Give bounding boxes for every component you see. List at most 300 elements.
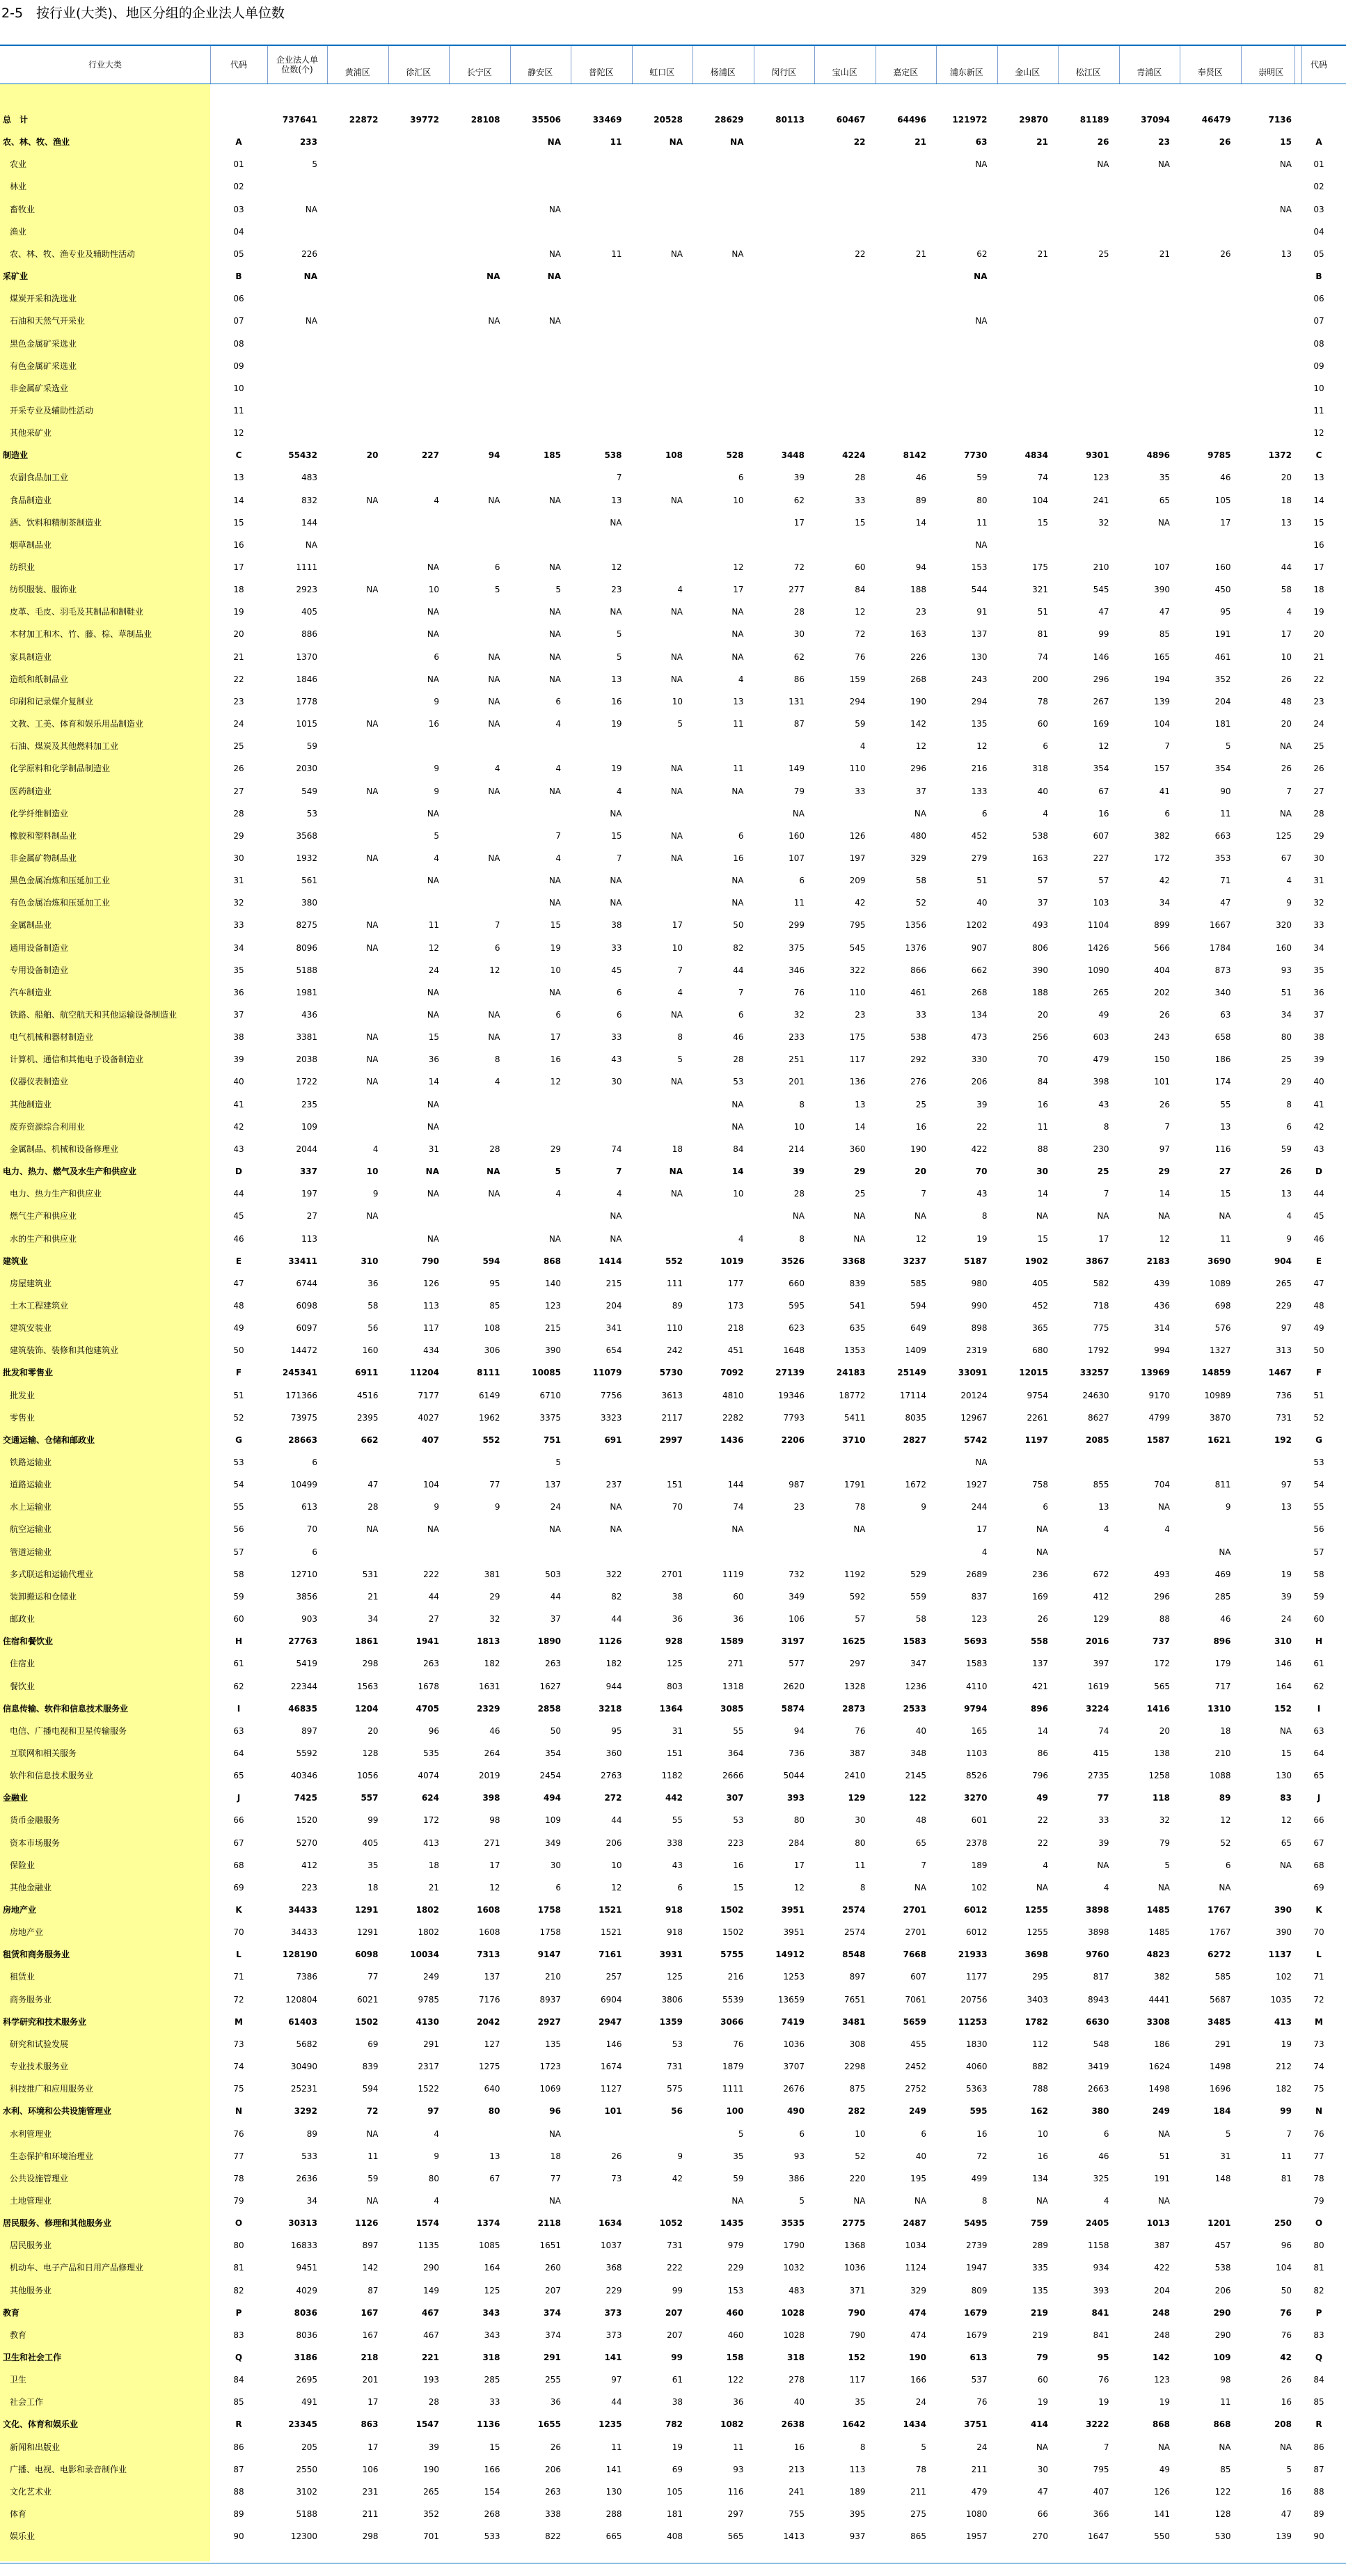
district-value: 1435: [720, 2218, 744, 2229]
industry-code-right: 55: [1313, 1502, 1324, 1512]
district-value: 47: [1220, 898, 1231, 908]
district-value: NA: [427, 1524, 439, 1535]
district-value: 121972: [952, 115, 988, 125]
district-value: 67: [1098, 786, 1109, 796]
total-value: 1015: [296, 719, 317, 729]
district-value: 2395: [356, 1412, 379, 1423]
district-value: 103: [1093, 898, 1109, 908]
industry-name: 水上运输业: [10, 1502, 52, 1512]
district-value: 12: [793, 1882, 805, 1893]
industry-code-right: 20: [1313, 629, 1324, 640]
district-value: 43: [672, 1860, 683, 1870]
district-value: 87: [367, 2285, 379, 2296]
district-value: 7793: [783, 1412, 805, 1423]
district-value: 101: [604, 2106, 622, 2117]
industry-name: 娱乐业: [10, 2531, 35, 2542]
district-value: 19: [1281, 1569, 1292, 1579]
district-value: [449, 1093, 500, 1116]
district-value: [571, 377, 622, 400]
district-value: 654: [605, 1345, 622, 1356]
district-value: 1124: [905, 2263, 926, 2273]
district-value: 69: [672, 2464, 683, 2474]
district-value: 260: [545, 2263, 561, 2273]
industry-code-right: 85: [1313, 2397, 1324, 2408]
industry-code-right: 57: [1313, 1547, 1324, 1557]
district-value: 15: [1281, 1748, 1292, 1758]
district-value: [754, 1518, 805, 1540]
district-value: 49: [1098, 1010, 1109, 1020]
district-value: 4441: [1148, 1994, 1170, 2005]
district-value: 18: [367, 1882, 379, 1893]
district-value: NA: [548, 1233, 561, 1244]
district-value: 9: [434, 764, 439, 774]
industry-code: 50: [233, 1345, 244, 1356]
district-value: 129: [848, 1793, 866, 1803]
district-value: 809: [971, 2285, 988, 2296]
district-value: 185: [543, 450, 561, 461]
district-value: 899: [1154, 920, 1170, 931]
district-value: 36: [550, 2397, 561, 2408]
district-value: 192: [1274, 1435, 1292, 1445]
header-column-divider: [1241, 46, 1242, 84]
district-value: 277: [789, 585, 805, 595]
district-value: 3066: [720, 2016, 744, 2027]
district-value: 335: [1032, 2263, 1048, 2273]
district-value: NA: [366, 2195, 379, 2206]
district-value: NA: [427, 987, 439, 997]
industry-name: 其他服务业: [10, 2285, 52, 2296]
district-value: 691: [604, 1435, 622, 1445]
district-value: 1089: [1209, 1278, 1231, 1288]
district-value: 23: [915, 607, 926, 617]
industry-code-right: 65: [1313, 1771, 1324, 1781]
district-value: [632, 1228, 683, 1250]
district-value: 23: [793, 1502, 805, 1512]
district-value: 1802: [418, 1927, 439, 1938]
district-value: 4: [860, 741, 866, 752]
total-value: 2038: [296, 1054, 317, 1065]
district-value: [1241, 1451, 1292, 1473]
district-value: [388, 333, 440, 355]
district-value: [1241, 287, 1292, 310]
district-value: 594: [482, 1256, 500, 1266]
total-value: 233: [299, 137, 317, 148]
district-value: 17: [733, 585, 744, 595]
district-value: 12: [611, 1882, 622, 1893]
industry-code-right: J: [1317, 1793, 1321, 1803]
industry-code: A: [235, 137, 242, 148]
district-value: 12: [611, 562, 622, 572]
district-value: 1467: [1268, 1368, 1292, 1378]
district-value: 7092: [720, 1368, 744, 1378]
district-value: 16: [976, 2128, 988, 2139]
district-value: [814, 175, 866, 198]
district-value: [876, 198, 927, 221]
industry-name: 食品制造业: [10, 495, 52, 505]
industry-code-right: 26: [1313, 764, 1324, 774]
industry-code-right: 34: [1313, 942, 1324, 953]
district-value: 13: [1281, 248, 1292, 259]
district-value: 138: [1154, 1748, 1170, 1758]
district-value: 592: [849, 1591, 866, 1602]
district-value: 8: [677, 1032, 683, 1043]
district-value: [571, 153, 622, 175]
table-row: [0, 2391, 1346, 2413]
district-value: 2997: [659, 1435, 683, 1445]
industry-name: 建筑安装业: [10, 1323, 52, 1334]
district-value: [997, 422, 1049, 444]
industry-code: 42: [233, 1121, 244, 1132]
district-value: 26: [1280, 1167, 1292, 1177]
district-value: 23: [611, 585, 622, 595]
district-value: 94: [488, 450, 500, 461]
industry-code-right: 04: [1313, 226, 1324, 237]
district-value: 12967: [960, 1412, 988, 1423]
district-value: 139: [1276, 2531, 1292, 2542]
district-value: 2329: [477, 1703, 500, 1714]
district-value: 76: [793, 987, 805, 997]
district-value: [327, 153, 379, 175]
table-row: [0, 869, 1346, 892]
district-value: [754, 131, 805, 153]
district-value: 104: [1032, 495, 1048, 505]
district-value: 10: [733, 1189, 744, 1199]
district-value: [510, 735, 562, 757]
district-value: 325: [1093, 2173, 1109, 2183]
industry-name: 印刷和记录媒介复制业: [10, 696, 94, 706]
total-value: 171366: [285, 1390, 317, 1400]
table-row: [0, 2369, 1346, 2391]
total-value: 3186: [294, 2353, 317, 2362]
total-value: 197: [301, 1189, 317, 1199]
table-row: [0, 892, 1346, 914]
district-value: NA: [548, 1524, 561, 1535]
industry-code-right: R: [1315, 2419, 1322, 2430]
header-code: 代码: [230, 60, 247, 70]
district-value: [388, 198, 440, 221]
district-value: 294: [971, 696, 988, 706]
district-value: 701: [423, 2531, 439, 2542]
total-value: [267, 400, 317, 422]
district-value: 7: [921, 1189, 926, 1199]
table-row: [0, 601, 1346, 623]
district-value: 263: [545, 1659, 561, 1669]
table-row: [0, 2324, 1346, 2346]
district-value: 28: [733, 1054, 744, 1065]
district-value: 868: [1152, 2419, 1170, 2430]
total-value: 55432: [288, 450, 317, 461]
district-value: 1255: [1027, 1927, 1048, 1938]
page-title: 2-5 按行业(大类)、地区分组的企业法人单位数: [1, 6, 285, 21]
district-value: 11: [611, 2442, 622, 2452]
district-value: 82: [733, 942, 744, 953]
district-value: [754, 400, 805, 422]
district-value: 99: [1098, 629, 1109, 640]
table-row: [0, 1854, 1346, 1876]
district-value: 2454: [539, 1771, 561, 1781]
district-value: 7: [616, 473, 622, 483]
district-value: [327, 690, 379, 713]
district-value: 22: [855, 248, 866, 259]
district-value: 24: [550, 1502, 561, 1512]
district-value: 86: [1037, 1748, 1048, 1758]
district-value: NA: [1036, 2442, 1048, 2452]
district-value: 113: [423, 1300, 439, 1311]
district-value: NA: [427, 1121, 439, 1132]
district-value: [692, 198, 744, 221]
district-value: 1356: [905, 920, 926, 931]
district-value: [388, 1205, 440, 1227]
district-value: 29870: [1019, 115, 1048, 125]
district-value: 9754: [1027, 1390, 1048, 1400]
district-value: 318: [1032, 764, 1048, 774]
district-value: 20: [1281, 719, 1292, 729]
district-value: 796: [1032, 1771, 1048, 1781]
district-value: 70: [975, 1167, 988, 1177]
district-value: NA: [670, 1189, 683, 1199]
district-value: 172: [423, 1815, 439, 1826]
district-value: 1111: [722, 2084, 744, 2094]
table-row: [0, 1407, 1346, 1429]
district-value: 216: [727, 1972, 744, 1982]
industry-name: 管道运输业: [10, 1547, 52, 1557]
district-value: NA: [366, 853, 379, 863]
district-value: 352: [423, 2509, 439, 2520]
district-value: 40: [976, 898, 988, 908]
district-value: 13: [855, 1099, 866, 1109]
district-value: 60: [1037, 719, 1048, 729]
district-value: 415: [1093, 1748, 1109, 1758]
district-value: [327, 400, 379, 422]
district-value: 63: [1220, 1010, 1231, 1020]
district-value: 248: [1154, 2330, 1170, 2340]
district-value: [754, 175, 805, 198]
district-value: 380: [1091, 2106, 1109, 2117]
district-value: 285: [1214, 1591, 1231, 1602]
district-value: 16: [428, 719, 439, 729]
district-value: NA: [548, 562, 561, 572]
district-value: [449, 1116, 500, 1138]
industry-name: 机动车、电子产品和日用产品修理业: [10, 2263, 144, 2273]
header-district: 普陀区: [588, 68, 614, 77]
district-value: 4: [555, 764, 561, 774]
district-value: 21: [915, 137, 926, 148]
district-value: 26: [1281, 674, 1292, 684]
district-value: 76: [976, 2397, 988, 2408]
district-value: 4: [1103, 1524, 1109, 1535]
industry-code: 76: [233, 2128, 244, 2139]
industry-name: 文化、体育和娱乐业: [3, 2419, 79, 2430]
district-value: 263: [545, 2486, 561, 2497]
total-value: 1370: [296, 651, 317, 662]
district-value: 37094: [1141, 115, 1170, 125]
district-value: 2117: [661, 1412, 683, 1423]
district-value: NA: [488, 719, 500, 729]
district-value: 33091: [958, 1368, 988, 1378]
district-value: [449, 198, 500, 221]
district-value: 1608: [478, 1927, 500, 1938]
district-value: 47: [1098, 607, 1109, 617]
district-value: 177: [727, 1278, 744, 1288]
district-value: [327, 981, 379, 1004]
district-value: 9: [677, 2151, 683, 2161]
total-value: 73975: [290, 1412, 317, 1423]
district-value: 467: [421, 2307, 439, 2318]
district-value: NA: [548, 876, 561, 886]
district-value: 382: [1154, 830, 1170, 841]
district-value: 18: [1220, 1725, 1231, 1736]
district-value: NA: [548, 674, 561, 684]
district-value: 755: [789, 2509, 805, 2520]
district-value: 585: [910, 1278, 926, 1288]
total-value: 3381: [296, 1032, 317, 1043]
district-value: 214: [789, 1144, 805, 1154]
industry-name: 煤炭开采和洗选业: [10, 294, 77, 304]
district-value: 1426: [1087, 942, 1109, 953]
district-value: NA: [853, 1524, 866, 1535]
industry-code: 12: [233, 428, 244, 438]
district-value: 85: [489, 1300, 500, 1311]
district-value: [571, 1541, 622, 1563]
district-value: 736: [789, 1748, 805, 1758]
district-value: 318: [786, 2353, 805, 2362]
industry-name: 资本市场服务: [10, 1838, 61, 1848]
district-value: 649: [910, 1323, 926, 1334]
district-value: [327, 310, 379, 332]
industry-code: 87: [233, 2464, 244, 2474]
table-row: [0, 1563, 1346, 1586]
district-value: 250: [1274, 2218, 1292, 2229]
district-value: 5: [1225, 2128, 1231, 2139]
total-value: 2695: [296, 2375, 317, 2385]
district-value: 595: [789, 1300, 805, 1311]
district-value: 297: [849, 1659, 866, 1669]
table-row: [0, 2190, 1346, 2212]
district-value: [449, 1541, 500, 1563]
district-value: 153: [971, 562, 988, 572]
district-value: 1813: [477, 1636, 500, 1647]
district-value: [754, 310, 805, 332]
district-value: 364: [727, 1748, 744, 1758]
district-value: 9: [372, 1189, 379, 1199]
district-value: 52: [915, 898, 926, 908]
district-value: 565: [727, 2531, 744, 2542]
district-value: 111: [667, 1278, 683, 1288]
industry-name: 建筑业: [3, 1256, 29, 1266]
district-value: 200: [1032, 674, 1048, 684]
district-value: 10: [1037, 2128, 1048, 2139]
district-value: [388, 377, 440, 400]
district-value: NA: [366, 786, 379, 796]
district-value: NA: [669, 137, 683, 148]
district-value: 32: [489, 1614, 500, 1625]
district-value: 1275: [478, 2062, 500, 2072]
district-value: 4: [616, 786, 622, 796]
industry-code: 79: [233, 2195, 244, 2206]
district-value: 10: [793, 1121, 805, 1132]
table-row: [0, 1004, 1346, 1026]
district-value: 855: [1093, 1480, 1109, 1490]
district-value: [814, 1541, 866, 1563]
district-value: 8: [860, 1882, 866, 1893]
total-value: [267, 175, 317, 198]
district-value: 6149: [478, 1390, 500, 1400]
table-row: [0, 556, 1346, 578]
industry-code: 14: [233, 495, 244, 505]
industry-name: 造纸和纸制品业: [10, 674, 69, 684]
district-value: 8: [860, 2442, 866, 2452]
district-value: [876, 287, 927, 310]
industry-code-right: 87: [1313, 2464, 1324, 2474]
total-value: 5682: [296, 2039, 317, 2049]
table-row: [0, 109, 1346, 131]
district-value: 83: [1280, 1793, 1292, 1803]
district-value: 7177: [418, 1390, 439, 1400]
district-value: [754, 422, 805, 444]
industry-code: I: [237, 1703, 241, 1714]
district-value: 80: [976, 495, 988, 505]
district-value: 6: [677, 1882, 683, 1893]
district-value: 19: [672, 2442, 683, 2452]
district-value: 9170: [1148, 1390, 1170, 1400]
district-value: 841: [1093, 2330, 1109, 2340]
district-value: [327, 646, 379, 668]
industry-code-right: 10: [1313, 383, 1324, 393]
district-value: NA: [853, 1233, 866, 1244]
district-value: 3237: [903, 1256, 926, 1266]
district-value: 61: [672, 2375, 683, 2385]
total-value: 27763: [288, 1636, 317, 1647]
district-value: 460: [726, 2307, 744, 2318]
district-value: 12: [733, 562, 744, 572]
total-value: 33411: [288, 1256, 317, 1266]
district-value: 6: [738, 830, 744, 841]
district-value: 473: [971, 1032, 988, 1043]
district-value: 46: [915, 473, 926, 483]
district-value: 896: [1213, 1636, 1231, 1647]
district-value: [327, 512, 379, 534]
district-value: [632, 556, 683, 578]
district-value: 663: [1214, 830, 1231, 841]
district-value: 17: [1281, 629, 1292, 640]
industry-name: 其他金融业: [10, 1882, 52, 1893]
district-value: 2574: [842, 1905, 866, 1915]
district-value: 322: [849, 965, 866, 975]
district-value: 12: [489, 1882, 500, 1893]
district-value: 4110: [965, 1681, 988, 1691]
district-value: 134: [1032, 2173, 1048, 2183]
district-value: [1180, 377, 1231, 400]
district-value: 24183: [836, 1368, 866, 1378]
district-value: 97: [611, 2375, 622, 2385]
district-value: 24: [428, 965, 439, 975]
industry-code-right: 01: [1313, 159, 1324, 170]
district-value: 310: [1274, 1636, 1292, 1647]
district-value: 100: [726, 2106, 744, 2117]
district-value: NA: [1219, 1211, 1231, 1222]
district-value: [1180, 355, 1231, 377]
district-value: 624: [421, 1793, 439, 1803]
district-value: 51: [1159, 2151, 1170, 2161]
industry-name: 房地产业: [3, 1905, 37, 1915]
district-value: 148: [1214, 2173, 1231, 2183]
district-value: 5874: [781, 1703, 805, 1714]
district-value: 8111: [477, 1368, 500, 1378]
district-value: [1119, 400, 1171, 422]
district-value: 36: [672, 1614, 683, 1625]
table-row: [0, 1764, 1346, 1787]
industry-name: 卫生和社会工作: [3, 2353, 62, 2362]
